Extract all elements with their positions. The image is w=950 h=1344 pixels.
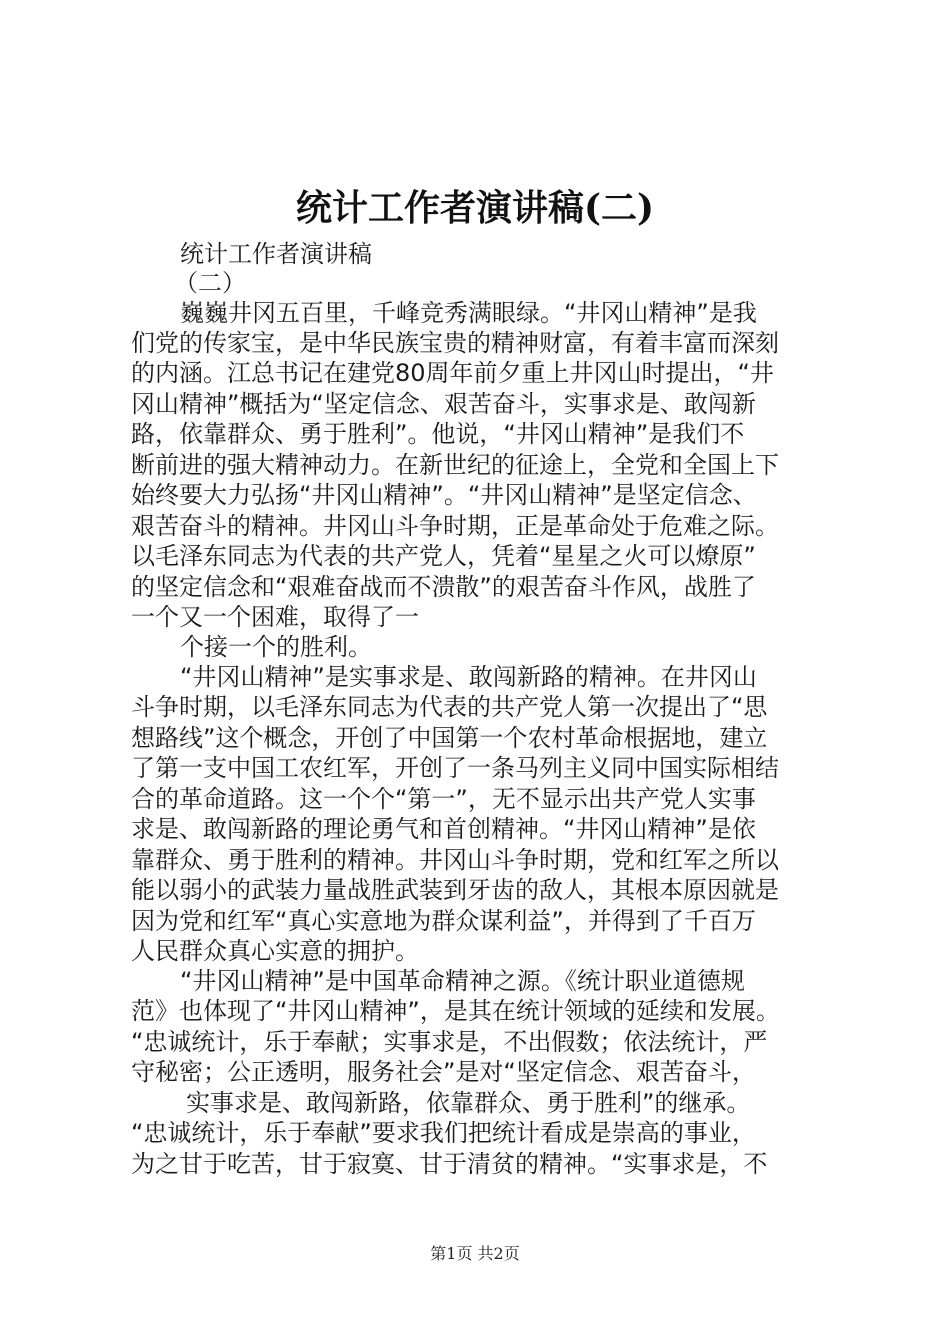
body-line: 守秘密；公正透明，服务社会”是对“坚定信念、艰苦奋斗， bbox=[131, 1058, 756, 1086]
body-line: 为之甘于吃苦，甘于寂寞、甘于清贫的精神。“实事求是，不 bbox=[131, 1150, 768, 1178]
body-line: 路，依靠群众、勇于胜利”。他说，“井冈山精神”是我们不 bbox=[131, 420, 745, 448]
body-line: 因为党和红军“真心实意地为群众谋利益”，并得到了千百万 bbox=[131, 907, 756, 935]
body-line: 求是、敢闯新路的理论勇气和首创精神。“井冈山精神”是依 bbox=[131, 815, 756, 843]
body-line: 以毛泽东同志为代表的共产党人，凭着“星星之火可以燎原” bbox=[131, 542, 756, 570]
body-line: 始终要大力弘扬“井冈山精神”。“井冈山精神”是坚定信念、 bbox=[131, 481, 757, 509]
body-line: 范》也体现了“井冈山精神”，是其在统计领域的延续和发展。 bbox=[131, 997, 780, 1025]
body-line: 了第一支中国工农红军，开创了一条马列主义同中国实际相结 bbox=[131, 754, 779, 782]
body-line: “井冈山精神”是实事求是、敢闯新路的精神。在井冈山 bbox=[180, 663, 757, 691]
body-line: 巍巍井冈五百里，千峰竞秀满眼绿。“井冈山精神”是我 bbox=[180, 299, 757, 327]
body-line: 想路线”这个概念，开创了中国第一个农村革命根据地，建立 bbox=[131, 724, 768, 752]
page-number-footer: 第1页 共2页 bbox=[430, 1244, 520, 1263]
body-line: 斗争时期，以毛泽东同志为代表的共产党人第一次提出了“思 bbox=[131, 693, 768, 721]
body-line: 合的革命道路。这一个个“第一”，无不显示出共产党人实事 bbox=[131, 785, 756, 813]
body-line: 实事求是、敢闯新路，依靠群众、勇于胜利”的继承。 bbox=[186, 1089, 751, 1117]
subtitle-line: 统计工作者演讲稿 bbox=[180, 240, 372, 268]
body-line: 艰苦奋斗的精神。井冈山斗争时期，正是革命处于危难之际。 bbox=[131, 512, 779, 540]
body-line: 们党的传家宝，是中华民族宝贵的精神财富，有着丰富而深刻 bbox=[131, 329, 779, 357]
body-line: 能以弱小的武装力量战胜武装到牙齿的敌人，其根本原因就是 bbox=[131, 876, 779, 904]
body-line: 断前进的强大精神动力。在新世纪的征途上，全党和全国上下 bbox=[131, 451, 779, 479]
body-line: 个接一个的胜利。 bbox=[180, 633, 372, 661]
body-line: “忠诚统计，乐于奉献；实事求是，不出假数；依法统计，严 bbox=[131, 1028, 768, 1056]
body-line: 的坚定信念和“艰难奋战而不溃散”的艰苦奋斗作风，战胜了 bbox=[131, 573, 756, 601]
body-line: “忠诚统计，乐于奉献”要求我们把统计看成是崇高的事业， bbox=[131, 1119, 756, 1147]
document-title: 统计工作者演讲稿(二) bbox=[295, 187, 655, 229]
subtitle-number: （二） bbox=[174, 269, 246, 297]
body-line: “井冈山精神”是中国革命精神之源。《统计职业道德规 bbox=[180, 967, 745, 995]
body-line: 一个又一个困难，取得了一 bbox=[131, 603, 419, 631]
body-line: 的内涵。江总书记在建党80周年前夕重上井冈山时提出，“井 bbox=[131, 359, 774, 387]
body-line: 人民群众真心实意的拥护。 bbox=[131, 937, 419, 965]
body-line: 靠群众、勇于胜利的精神。井冈山斗争时期，党和红军之所以 bbox=[131, 846, 779, 874]
body-line: 冈山精神”概括为“坚定信念、艰苦奋斗，实事求是、敢闯新 bbox=[131, 390, 756, 418]
